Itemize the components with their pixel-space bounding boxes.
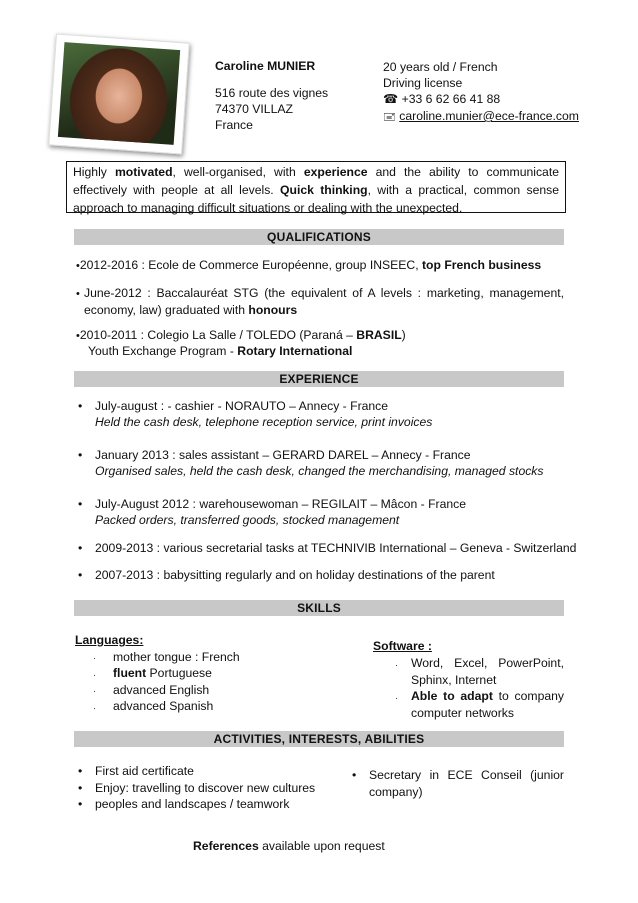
driving-license: Driving license xyxy=(383,76,463,90)
qualifications-heading: QUALIFICATIONS xyxy=(74,229,564,245)
small-bullet-icon: · xyxy=(395,693,398,703)
experience-detail: Packed orders, transferred goods, stocked management xyxy=(95,513,400,527)
qualification-item-line2 xyxy=(88,343,352,360)
bullet-icon: • xyxy=(78,448,83,462)
bullet-icon: • xyxy=(76,260,80,272)
qualification-bold: top French business xyxy=(421,258,542,272)
age-nationality: 20 years old / French xyxy=(383,60,498,74)
language-bold: fluent xyxy=(113,666,147,680)
qualification-bold: honours xyxy=(248,303,298,317)
language-item: mother tongue : French xyxy=(113,650,240,664)
small-bullet-icon: · xyxy=(395,660,398,670)
skills-heading: SKILLS xyxy=(74,600,564,616)
phone-number: +33 6 62 66 41 88 xyxy=(401,92,501,106)
profile-photo xyxy=(58,42,180,145)
software-text: to company computer networks xyxy=(411,689,564,720)
experience-title: July-august : - cashier - NORAUTO – Annecy - France xyxy=(95,399,389,413)
qualification-text: 2012-2016 : Ecole de Commerce Européenne, group INSEEC, xyxy=(79,258,422,272)
software-label: Software : xyxy=(373,639,432,653)
phone-line xyxy=(383,91,500,108)
language-item xyxy=(113,665,212,682)
summary-bold: experience xyxy=(303,165,368,179)
references-text: available upon request xyxy=(258,839,385,853)
address-line-2: 74370 VILLAZ xyxy=(215,102,293,116)
activity-item: First aid certificate xyxy=(95,764,194,778)
references-bold: References xyxy=(193,839,259,853)
profile-summary xyxy=(66,161,566,213)
address-line-1: 516 route des vignes xyxy=(215,86,329,100)
experience-title: 2007-2013 : babysitting regularly and on holiday destinations of the parent xyxy=(95,568,495,582)
bullet-icon: • xyxy=(78,399,83,413)
bullet-icon: • xyxy=(78,497,83,511)
profile-photo-frame xyxy=(48,33,189,154)
bullet-icon: • xyxy=(76,288,80,300)
software-item: Word, Excel, PowerPoint, Sphinx, Internet xyxy=(411,656,564,687)
small-bullet-icon: · xyxy=(93,686,96,696)
language-item: advanced Spanish xyxy=(113,699,214,713)
bullet-icon: • xyxy=(78,764,83,778)
email-icon: 🖃 xyxy=(383,111,396,123)
bullet-icon: • xyxy=(78,541,83,555)
summary-text: , with a practical, common sense approach to managing difficult situations or dealing with the unexpected. xyxy=(73,183,560,215)
bullet-icon: • xyxy=(78,568,83,582)
address-line-3: France xyxy=(215,118,253,132)
language-item: advanced English xyxy=(113,683,210,697)
experience-detail: Held the cash desk, telephone reception service, print invoices xyxy=(95,415,433,429)
email-link[interactable]: caroline.munier@ece-france.com xyxy=(399,109,579,123)
qualification-text: June-2012 : Baccalauréat STG (the equivalent of A levels : marketing, management, economy, law) graduated with xyxy=(84,286,564,317)
summary-text: and the ability to communicate effectively with people at all levels. xyxy=(73,165,559,197)
bullet-icon: • xyxy=(76,330,80,342)
small-bullet-icon: · xyxy=(93,703,96,713)
activity-item: peoples and landscapes / teamwork xyxy=(95,797,290,811)
experience-heading: EXPERIENCE xyxy=(74,371,564,387)
summary-text: Highly xyxy=(73,165,115,179)
phone-icon: ☎ xyxy=(383,92,399,106)
experience-title: 2009-2013 : various secretarial tasks at TECHNIVIB International – Geneva - Switzerland xyxy=(95,541,577,555)
experience-title: January 2013 : sales assistant – GERARD DAREL – Annecy - France xyxy=(95,448,471,462)
references-note xyxy=(193,838,385,855)
qualification-text: ) xyxy=(401,328,406,342)
summary-text: , well-organised, with xyxy=(172,165,304,179)
bullet-icon: • xyxy=(78,797,83,811)
summary-bold: motivated xyxy=(114,165,173,179)
activities-heading: ACTIVITIES, INTERESTS, ABILITIES xyxy=(74,731,564,747)
summary-bold: Quick thinking xyxy=(280,183,368,197)
email-line xyxy=(383,108,579,126)
qualification-item xyxy=(76,257,541,275)
activity-item: Enjoy: travelling to discover new cultures xyxy=(95,781,316,795)
activity-item: Secretary in ECE Conseil (junior company) xyxy=(369,768,564,799)
languages-label: Languages: xyxy=(75,633,144,647)
candidate-name: Caroline MUNIER xyxy=(215,59,316,73)
bullet-icon: • xyxy=(78,781,83,795)
software-item xyxy=(411,688,564,722)
software-bold: Able to adapt xyxy=(411,689,493,703)
qualification-bold: BRASIL xyxy=(356,328,402,342)
qualification-bold: Rotary International xyxy=(237,344,353,358)
qualification-item xyxy=(84,285,564,319)
qualification-text: 2010-2011 : Colegio La Salle / TOLEDO (Paraná – xyxy=(79,328,357,342)
experience-title: July-August 2012 : warehousewoman – REGILAIT – Mâcon - France xyxy=(95,497,466,511)
qualification-text: Youth Exchange Program - xyxy=(88,344,238,358)
bullet-icon: • xyxy=(352,768,357,782)
experience-detail: Organised sales, held the cash desk, changed the merchandising, managed stocks xyxy=(95,464,544,478)
small-bullet-icon: · xyxy=(93,670,96,680)
language-text: Portuguese xyxy=(146,666,212,680)
small-bullet-icon: · xyxy=(93,653,96,663)
